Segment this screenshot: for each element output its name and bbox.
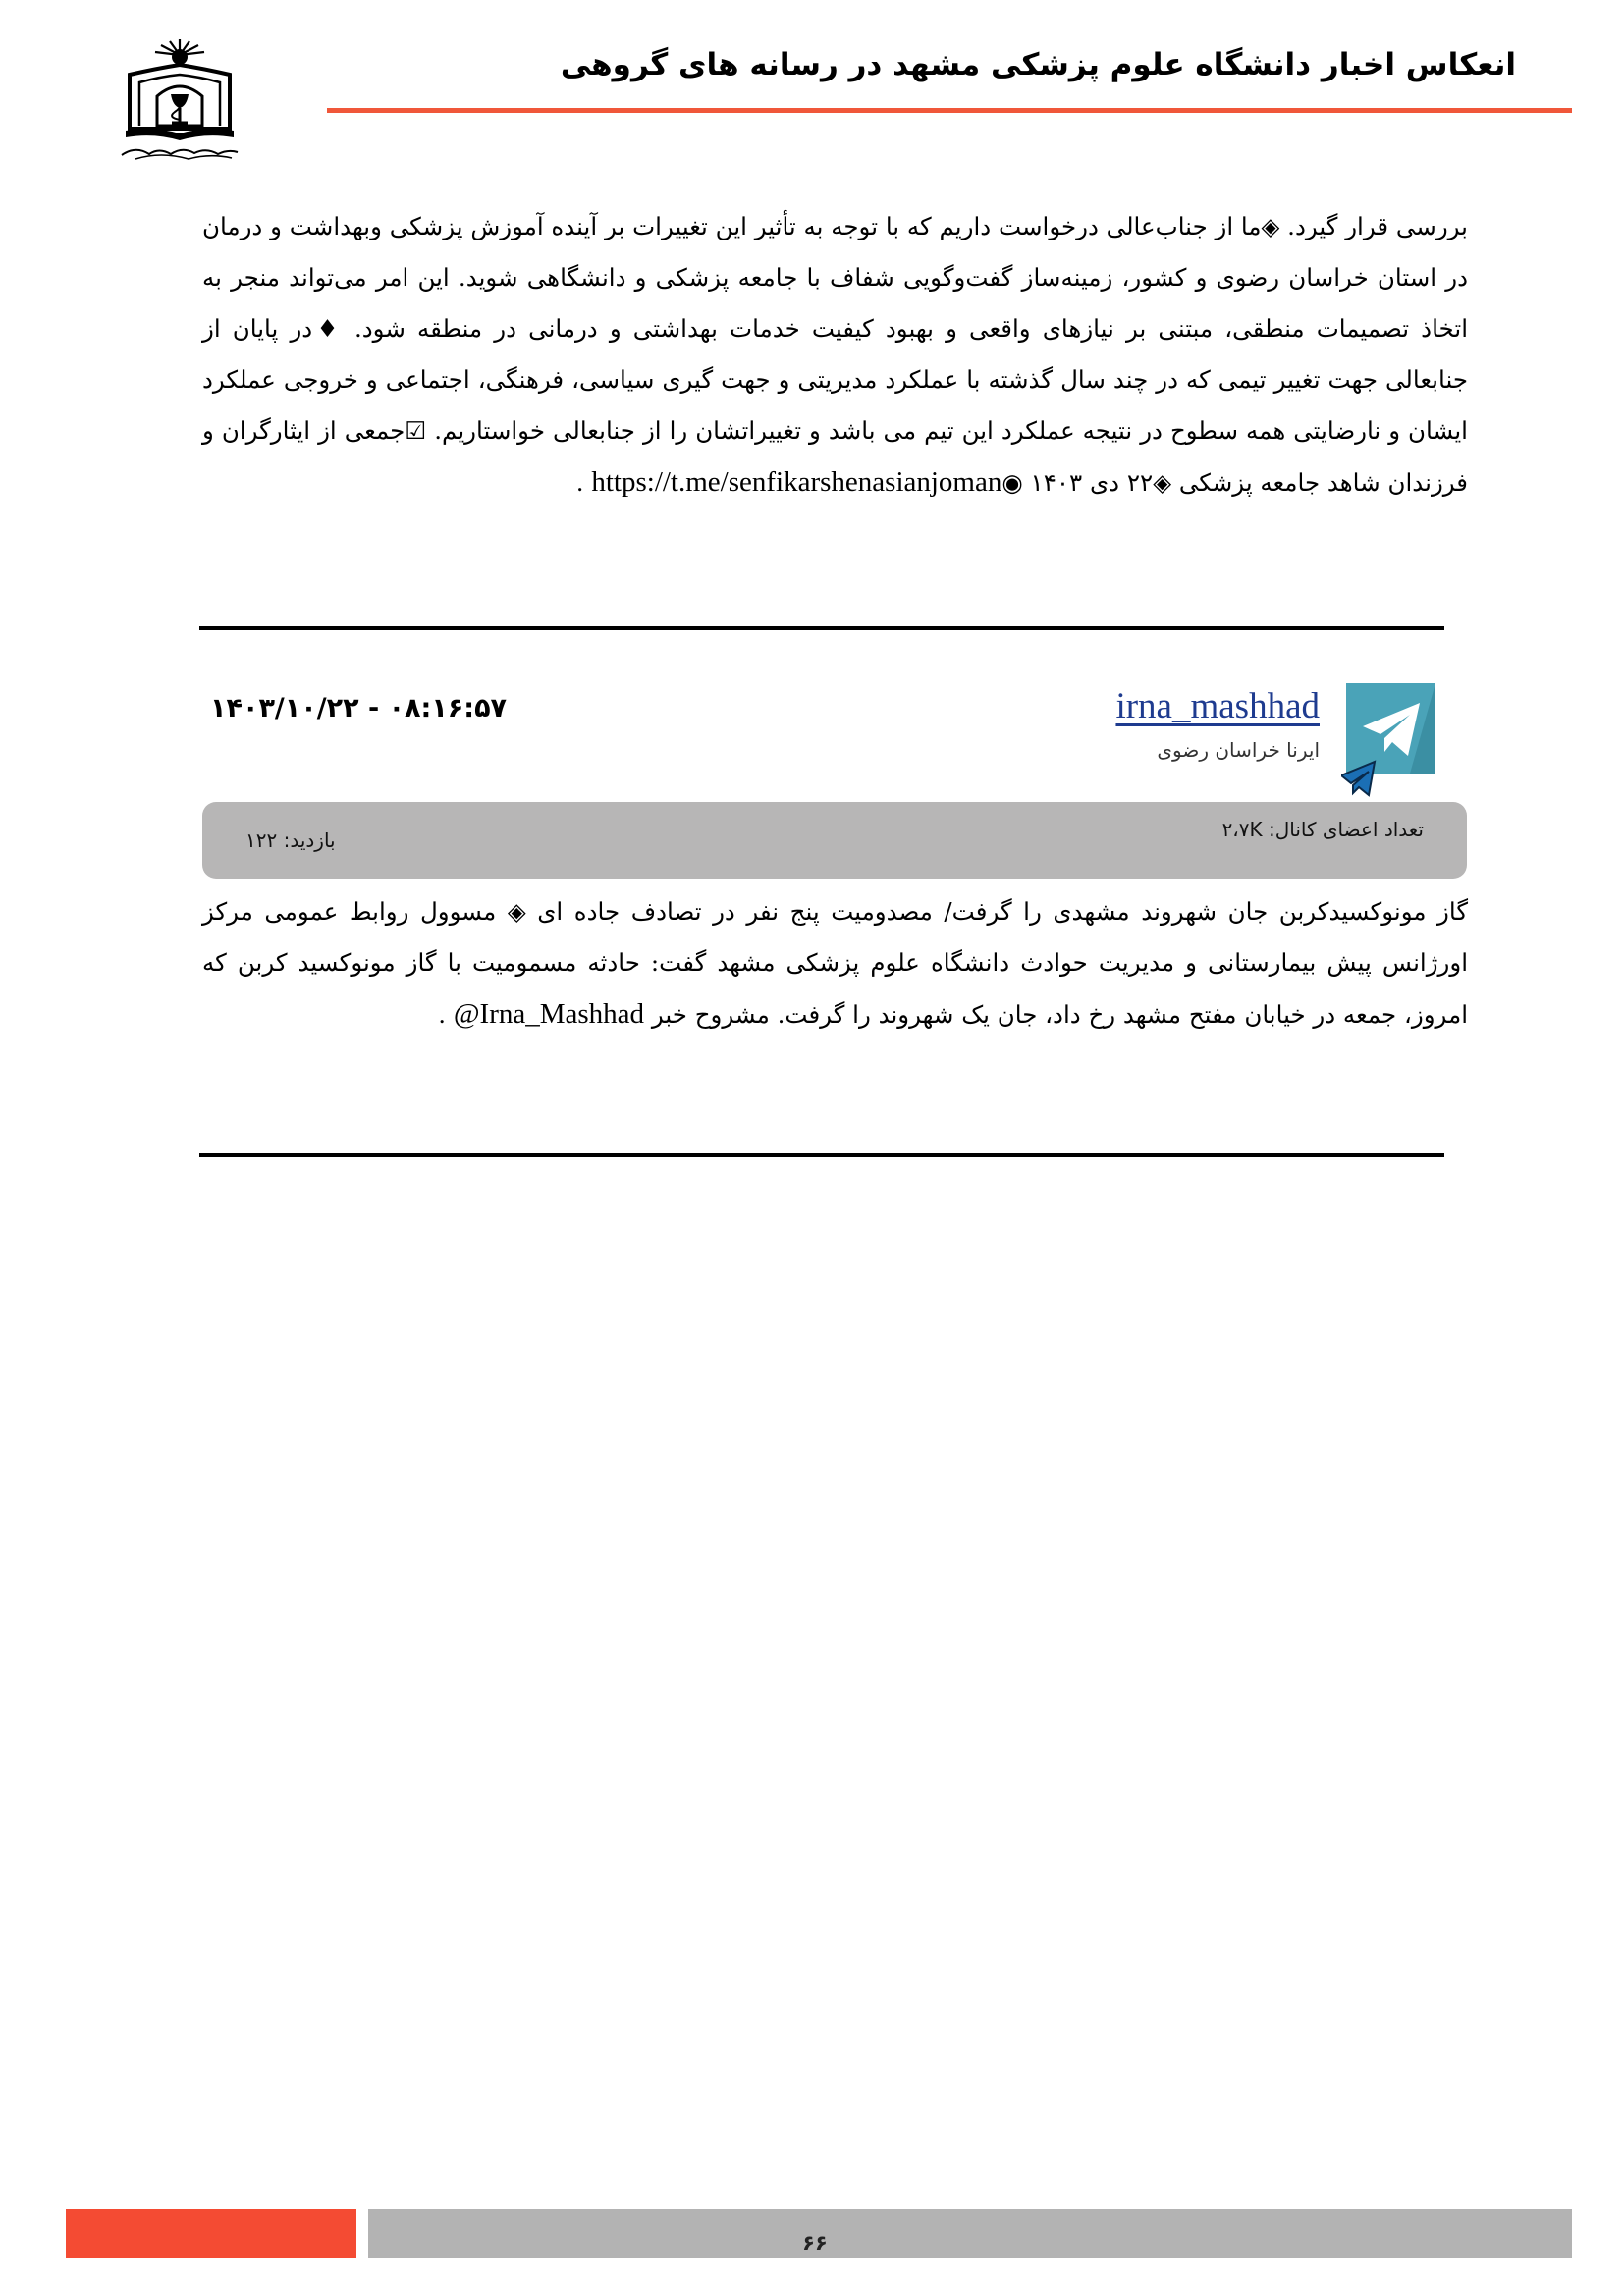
- post-link[interactable]: https://t.me/senfikarshenasianjoman: [591, 466, 1002, 498]
- diamond-bullet-icon: ◈: [507, 897, 526, 926]
- post-timestamp: ۱۴۰۳/۱۰/۲۲ - ۰۸:۱۶:۵۷: [210, 693, 508, 723]
- post-divider: [199, 1153, 1444, 1157]
- post-text-2: [202, 886, 1468, 1041]
- post-text-part: بررسی قرار گیرد.: [1279, 212, 1469, 240]
- post-text-part: گاز مونوکسیدکربن جان شهروند مشهدی را گرفت/ مصدومیت پنج نفر در تصادف جاده ای: [525, 897, 1468, 926]
- post-text-1: [202, 201, 1468, 508]
- diamond-bullet-icon: ◈: [1153, 468, 1172, 497]
- diamond-icon: ♦: [312, 314, 343, 343]
- post-text-part: .: [438, 1000, 454, 1029]
- page-number: ۶۶: [802, 2231, 828, 2255]
- members-count: تعداد اعضای کانال: ۲،۷K: [1221, 818, 1424, 841]
- footer-accent-bar: [66, 2209, 356, 2258]
- page-title: انعکاس اخبار دانشگاه علوم پزشکی مشهد در رسانه های گروهی: [560, 47, 1516, 82]
- post-text-part: ۲۲ دی ۱۴۰۳: [1022, 468, 1154, 497]
- university-seal-icon: [116, 35, 244, 163]
- channel-name: ایرنا خراسان رضوی: [1157, 738, 1320, 762]
- channel-mention-link[interactable]: @Irna_Mashhad: [453, 998, 645, 1030]
- post-divider: [199, 626, 1444, 630]
- post-text-part: .: [575, 468, 592, 497]
- telegram-icon: [1341, 683, 1471, 799]
- sparkle-icon: ◈: [1261, 212, 1280, 240]
- channel-stats-bar: [202, 802, 1467, 879]
- channel-handle-link[interactable]: irna_mashhad: [1115, 686, 1320, 726]
- post-text-part: ما از جناب‌عالی درخواست داریم که با توجه به تأثیر این تغییرات بر آینده آموزش پزشکی وبهداشت و درمان در استان خراسان رضوی و کشور، زمینه‌ساز گفت‌وگویی شفاف با جامعه پزشکی و دانشگاهی شوید. این امر می‌تواند منجر به اتخاذ تصمیمات منطقی، مبتنی بر نیازهای واقعی و بهبود کیفیت خدمات بهداشتی و درمانی در منطقه شود.: [202, 212, 1468, 343]
- post-text-part: جمعی از ایثارگران و فرزندان شاهد جامعه پزشکی: [202, 416, 1468, 497]
- record-icon: ◉: [1001, 468, 1023, 497]
- post-text-part: مسوول روابط عمومی مرکز اورژانس پیش بیمارستانی و مدیریت حوادث دانشگاه علوم پزشکی مشهد گفت: حادثه مسمومیت با گاز مونوکسید کربن که امروز، جمعه در خیابان مفتح مشهد رخ داد، جان یک شهروند را گرفت. مشروح خبر: [202, 897, 1468, 1029]
- footer-bar: [368, 2209, 1572, 2258]
- header-divider: [327, 108, 1572, 113]
- post-text-part: در پایان از جنابعالی جهت تغییر تیمی که در چند سال گذشته با عملکرد مدیریتی و جهت گیری سیاسی، فرهنگی، اجتماعی و خروجی عملکرد ایشان و نارضایتی همه سطوح در نتیجه عملکرد این تیم می باشد و تغییراتشان را از جنابعالی خواستاریم.: [202, 314, 1468, 445]
- check-box-icon: ☑: [405, 416, 427, 445]
- views-count: بازدید: ۱۲۲: [245, 828, 336, 852]
